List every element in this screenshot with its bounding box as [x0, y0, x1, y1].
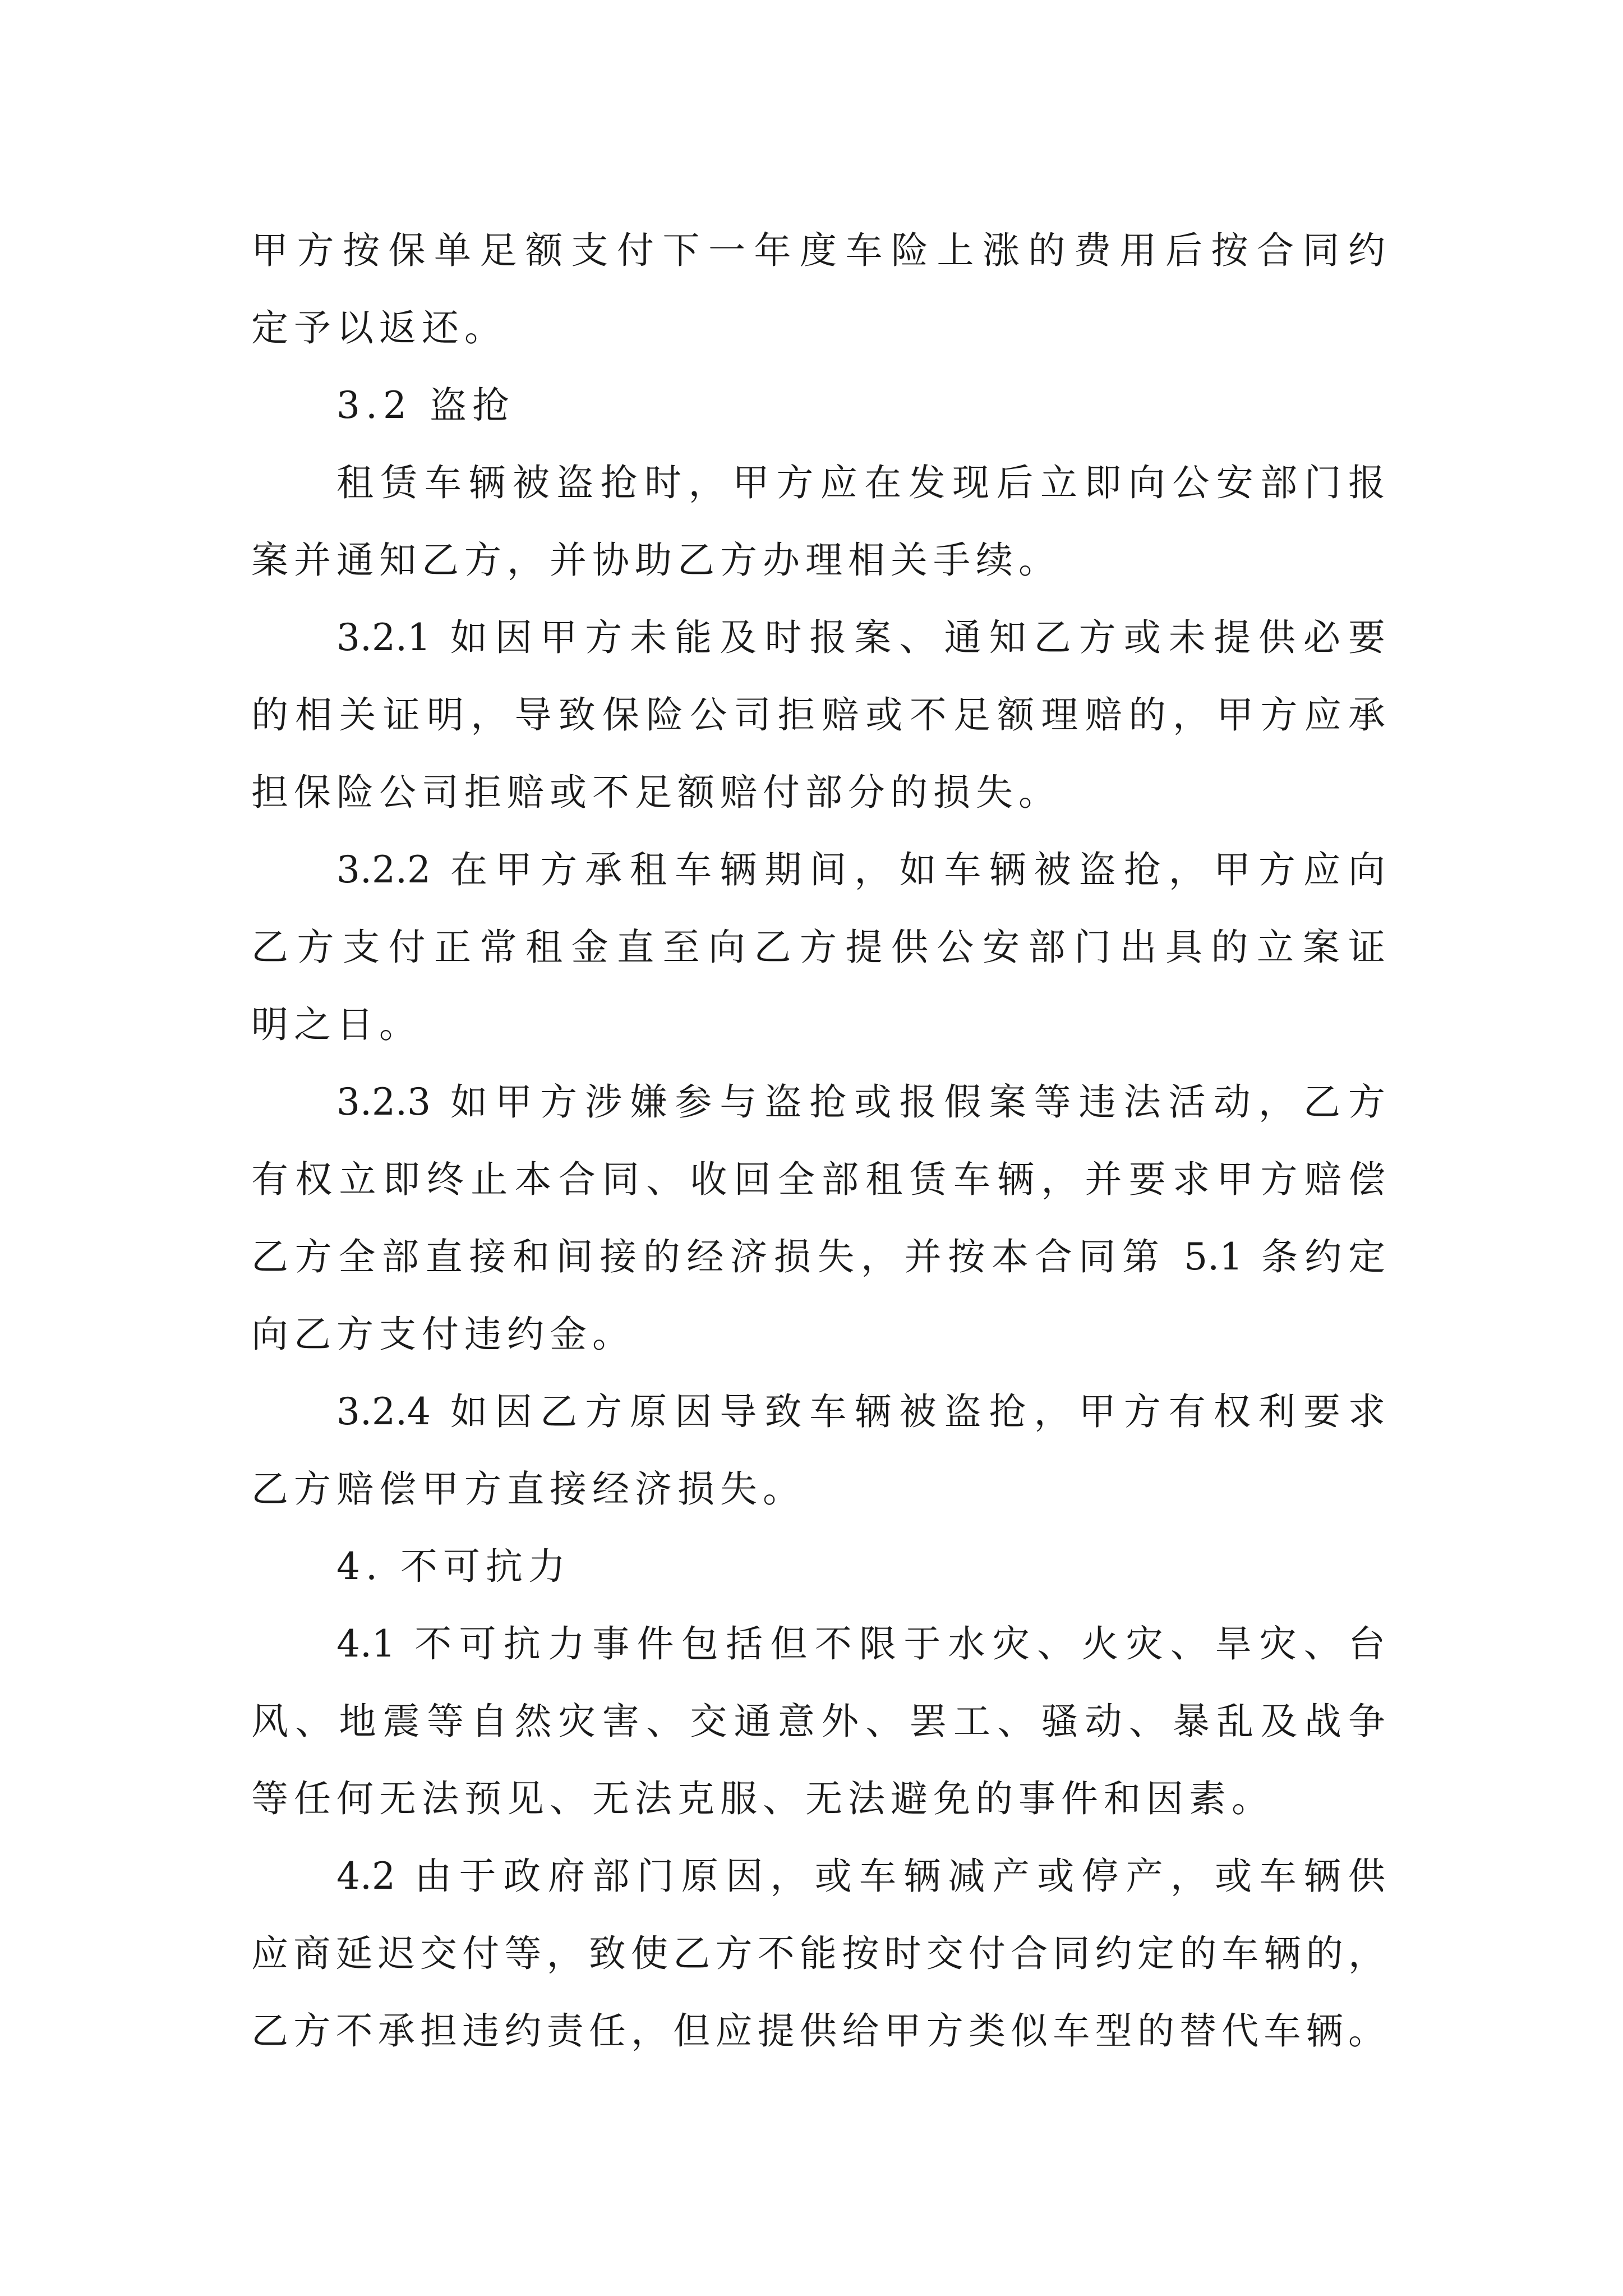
- text-line: 乙方赔偿甲方直接经济损失。: [251, 1467, 805, 1511]
- text-line: 风、地震等自然灾害、交通意外、罢工、骚动、暴乱及战争: [251, 1700, 1385, 1743]
- text-line: 等任何无法预见、无法克服、无法避免的事件和因素。: [251, 1777, 1274, 1820]
- text-line: 乙方支付正常租金直至向乙方提供公安部门出具的立案证: [251, 926, 1385, 969]
- text-line: 案并通知乙方，并协助乙方办理相关手续。: [251, 539, 1061, 582]
- text-line: 乙方不承担违约责任，但应提供给甲方类似车型的替代车辆。: [251, 2009, 1385, 2053]
- text-line: 3.2.2 在甲方承租车辆期间，如车辆被盗抢，甲方应向: [336, 848, 1385, 891]
- text-line: 3.2.3 如甲方涉嫌参与盗抢或报假案等违法活动，乙方: [336, 1080, 1385, 1124]
- text-line: 4.2 由于政府部门原因，或车辆减产或停产，或车辆供: [336, 1855, 1385, 1898]
- text-line: 4. 不可抗力: [336, 1545, 571, 1588]
- document-page: [251, 212, 1385, 2070]
- text-line: 有权立即终止本合同、收回全部租赁车辆，并要求甲方赔偿: [251, 1158, 1385, 1201]
- text-line: 租赁车辆被盗抢时，甲方应在发现后立即向公安部门报: [336, 461, 1385, 504]
- text-line: 应商延迟交付等，致使乙方不能按时交付合同约定的车辆的，: [251, 1932, 1385, 1975]
- text-line: 3.2.4 如因乙方原因导致车辆被盗抢，甲方有权利要求: [336, 1390, 1385, 1433]
- text-line: 担保险公司拒赔或不足额赔付部分的损失。: [251, 771, 1061, 814]
- text-line: 向乙方支付违约金。: [251, 1313, 635, 1356]
- text-line: 3.2 盗抢: [336, 384, 515, 427]
- text-line: 4.1 不可抗力事件包括但不限于水灾、火灾、旱灾、台: [336, 1622, 1385, 1665]
- text-line: 3.2.1 如因甲方未能及时报案、通知乙方或未提供必要: [336, 616, 1385, 659]
- text-line: 甲方按保单足额支付下一年度车险上涨的费用后按合同约: [251, 229, 1385, 272]
- text-line: 定予以返还。: [251, 306, 507, 349]
- text-line: 乙方全部直接和间接的经济损失，并按本合同第 5.1 条约定: [251, 1235, 1385, 1278]
- text-line: 的相关证明，导致保险公司拒赔或不足额理赔的，甲方应承: [251, 693, 1385, 737]
- text-line: 明之日。: [251, 1003, 422, 1046]
